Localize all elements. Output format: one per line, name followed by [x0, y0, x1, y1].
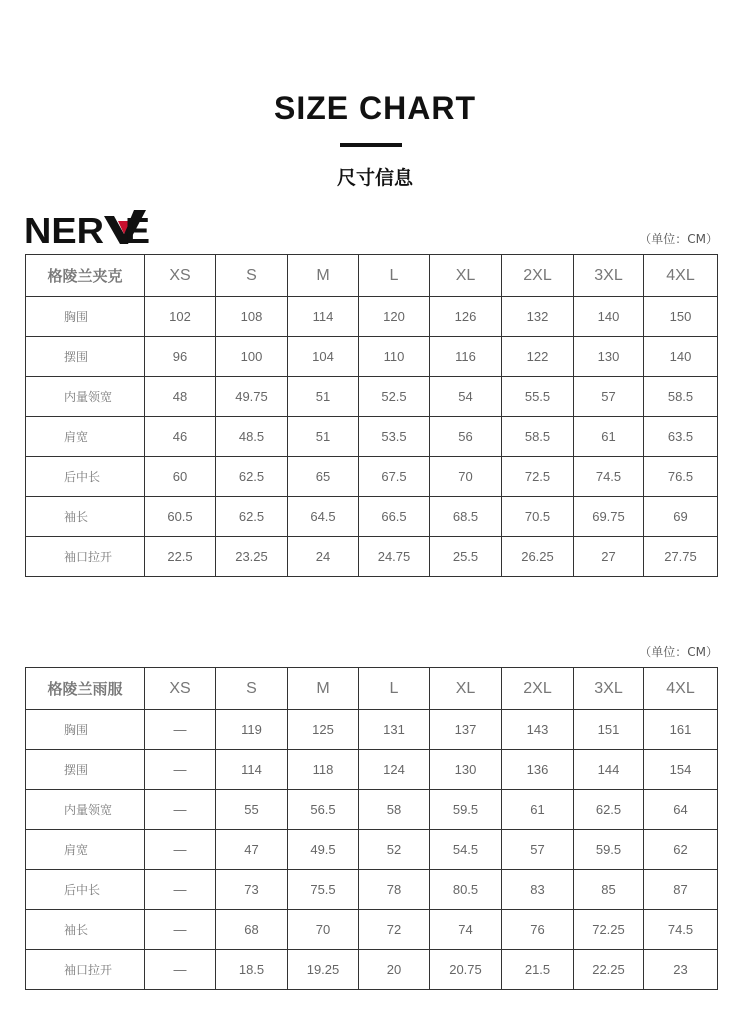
measurement-cell: 70: [430, 457, 502, 497]
measurement-cell: 72.5: [502, 457, 574, 497]
measurement-cell: 136: [502, 750, 574, 790]
measurement-cell: 56.5: [288, 790, 359, 830]
measurement-cell: 108: [216, 297, 288, 337]
measurement-cell: 83: [502, 870, 574, 910]
size-header: S: [216, 668, 288, 710]
measurement-cell: 27.75: [644, 537, 718, 577]
table-row: [26, 750, 718, 790]
size-header: 4XL: [644, 255, 718, 297]
measurement-cell: 58.5: [502, 417, 574, 457]
measurement-cell: 27: [574, 537, 644, 577]
table-row: [26, 830, 718, 870]
size-header: XL: [430, 255, 502, 297]
measurement-cell: 74: [430, 910, 502, 950]
measurement-cell: 66.5: [359, 497, 430, 537]
measurement-cell: 72: [359, 910, 430, 950]
size-header: L: [359, 255, 430, 297]
measurement-cell: —: [145, 710, 216, 750]
table-header-row: [26, 668, 718, 710]
measurement-cell: 20: [359, 950, 430, 990]
measurement-cell: 49.75: [216, 377, 288, 417]
table-row: [26, 710, 718, 750]
measurement-cell: 48: [145, 377, 216, 417]
title-underline: [340, 143, 402, 147]
measurement-cell: 58.5: [644, 377, 718, 417]
row-label: 袖口拉开: [26, 950, 145, 990]
measurement-cell: 19.25: [288, 950, 359, 990]
measurement-cell: 76.5: [644, 457, 718, 497]
measurement-cell: —: [145, 910, 216, 950]
row-label: 肩宽: [26, 417, 145, 457]
measurement-cell: 74.5: [644, 910, 718, 950]
size-header: 2XL: [502, 255, 574, 297]
measurement-cell: 56: [430, 417, 502, 457]
measurement-cell: 26.25: [502, 537, 574, 577]
size-header: XL: [430, 668, 502, 710]
measurement-cell: 18.5: [216, 950, 288, 990]
measurement-cell: 100: [216, 337, 288, 377]
measurement-cell: 69.75: [574, 497, 644, 537]
measurement-cell: 75.5: [288, 870, 359, 910]
measurement-cell: 130: [430, 750, 502, 790]
measurement-cell: 132: [502, 297, 574, 337]
measurement-cell: 137: [430, 710, 502, 750]
measurement-cell: 154: [644, 750, 718, 790]
measurement-cell: 69: [644, 497, 718, 537]
measurement-cell: 122: [502, 337, 574, 377]
measurement-cell: 46: [145, 417, 216, 457]
measurement-cell: 59.5: [430, 790, 502, 830]
table-row: [26, 537, 718, 577]
nerve-logo: [24, 206, 150, 246]
measurement-cell: 64: [644, 790, 718, 830]
product-name: 格陵兰夹克: [26, 255, 145, 297]
measurement-cell: —: [145, 870, 216, 910]
table-row: [26, 497, 718, 537]
measurement-cell: 143: [502, 710, 574, 750]
measurement-cell: 49.5: [288, 830, 359, 870]
row-label: 内量领宽: [26, 377, 145, 417]
measurement-cell: 74.5: [574, 457, 644, 497]
measurement-cell: 102: [145, 297, 216, 337]
measurement-cell: 87: [644, 870, 718, 910]
measurement-cell: 59.5: [574, 830, 644, 870]
page-subtitle: 尺寸信息: [336, 167, 413, 189]
measurement-cell: 57: [502, 830, 574, 870]
measurement-cell: —: [145, 790, 216, 830]
measurement-cell: 96: [145, 337, 216, 377]
measurement-cell: 68.5: [430, 497, 502, 537]
table-row: [26, 950, 718, 990]
row-label: 胸围: [26, 710, 145, 750]
unit-label-jacket: （单位：CM）: [639, 232, 718, 246]
measurement-cell: 140: [644, 337, 718, 377]
measurement-cell: 62.5: [216, 497, 288, 537]
measurement-cell: 60.5: [145, 497, 216, 537]
measurement-cell: 151: [574, 710, 644, 750]
row-label: 袖长: [26, 910, 145, 950]
measurement-cell: 54: [430, 377, 502, 417]
measurement-cell: 70: [288, 910, 359, 950]
measurement-cell: 78: [359, 870, 430, 910]
measurement-cell: 54.5: [430, 830, 502, 870]
measurement-cell: 51: [288, 377, 359, 417]
measurement-cell: 55.5: [502, 377, 574, 417]
measurement-cell: 85: [574, 870, 644, 910]
row-label: 摆围: [26, 750, 145, 790]
measurement-cell: 23.25: [216, 537, 288, 577]
size-header: 2XL: [502, 668, 574, 710]
product-name: 格陵兰雨服: [26, 668, 145, 710]
table-row: [26, 790, 718, 830]
measurement-cell: 51: [288, 417, 359, 457]
row-label: 后中长: [26, 457, 145, 497]
measurement-cell: 119: [216, 710, 288, 750]
measurement-cell: 23: [644, 950, 718, 990]
table-row: [26, 297, 718, 337]
measurement-cell: 72.25: [574, 910, 644, 950]
measurement-cell: 104: [288, 337, 359, 377]
table-row: [26, 457, 718, 497]
measurement-cell: 21.5: [502, 950, 574, 990]
measurement-cell: 150: [644, 297, 718, 337]
row-label: 内量领宽: [26, 790, 145, 830]
row-label: 后中长: [26, 870, 145, 910]
measurement-cell: 58: [359, 790, 430, 830]
size-header: S: [216, 255, 288, 297]
measurement-cell: 130: [574, 337, 644, 377]
size-header: M: [288, 668, 359, 710]
measurement-cell: 22.5: [145, 537, 216, 577]
measurement-cell: 68: [216, 910, 288, 950]
svg-text:NER: NER: [24, 210, 104, 246]
measurement-cell: 67.5: [359, 457, 430, 497]
measurement-cell: 120: [359, 297, 430, 337]
row-label: 袖长: [26, 497, 145, 537]
measurement-cell: 47: [216, 830, 288, 870]
measurement-cell: 61: [502, 790, 574, 830]
measurement-cell: 125: [288, 710, 359, 750]
measurement-cell: 20.75: [430, 950, 502, 990]
measurement-cell: 22.25: [574, 950, 644, 990]
measurement-cell: 114: [288, 297, 359, 337]
row-label: 袖口拉开: [26, 537, 145, 577]
measurement-cell: 53.5: [359, 417, 430, 457]
measurement-cell: 70.5: [502, 497, 574, 537]
page-title: SIZE CHART: [274, 90, 476, 126]
table-row: [26, 910, 718, 950]
measurement-cell: 55: [216, 790, 288, 830]
measurement-cell: —: [145, 830, 216, 870]
measurement-cell: 62.5: [574, 790, 644, 830]
size-header: L: [359, 668, 430, 710]
measurement-cell: 126: [430, 297, 502, 337]
measurement-cell: 114: [216, 750, 288, 790]
measurement-cell: 24.75: [359, 537, 430, 577]
measurement-cell: 140: [574, 297, 644, 337]
row-label: 胸围: [26, 297, 145, 337]
row-label: 摆围: [26, 337, 145, 377]
measurement-cell: 65: [288, 457, 359, 497]
size-header: XS: [145, 255, 216, 297]
measurement-cell: 110: [359, 337, 430, 377]
measurement-cell: 52.5: [359, 377, 430, 417]
table-header-row: [26, 255, 718, 297]
measurement-cell: 57: [574, 377, 644, 417]
table-row: [26, 377, 718, 417]
measurement-cell: 144: [574, 750, 644, 790]
svg-text:E: E: [125, 210, 150, 246]
table-row: [26, 870, 718, 910]
measurement-cell: 73: [216, 870, 288, 910]
measurement-cell: 62: [644, 830, 718, 870]
measurement-cell: 24: [288, 537, 359, 577]
measurement-cell: 161: [644, 710, 718, 750]
measurement-cell: 63.5: [644, 417, 718, 457]
measurement-cell: 52: [359, 830, 430, 870]
rainsuit-size-table: [25, 667, 718, 990]
size-header: 4XL: [644, 668, 718, 710]
measurement-cell: 60: [145, 457, 216, 497]
table-row: [26, 337, 718, 377]
size-header: M: [288, 255, 359, 297]
jacket-size-table: [25, 254, 718, 577]
measurement-cell: 61: [574, 417, 644, 457]
measurement-cell: 131: [359, 710, 430, 750]
measurement-cell: 64.5: [288, 497, 359, 537]
size-header: 3XL: [574, 668, 644, 710]
measurement-cell: 62.5: [216, 457, 288, 497]
unit-label-rainsuit: （单位：CM）: [639, 645, 718, 659]
measurement-cell: —: [145, 950, 216, 990]
measurement-cell: 124: [359, 750, 430, 790]
table-row: [26, 417, 718, 457]
measurement-cell: 25.5: [430, 537, 502, 577]
measurement-cell: 80.5: [430, 870, 502, 910]
size-header: 3XL: [574, 255, 644, 297]
measurement-cell: —: [145, 750, 216, 790]
measurement-cell: 118: [288, 750, 359, 790]
measurement-cell: 116: [430, 337, 502, 377]
measurement-cell: 76: [502, 910, 574, 950]
measurement-cell: 48.5: [216, 417, 288, 457]
size-header: XS: [145, 668, 216, 710]
row-label: 肩宽: [26, 830, 145, 870]
